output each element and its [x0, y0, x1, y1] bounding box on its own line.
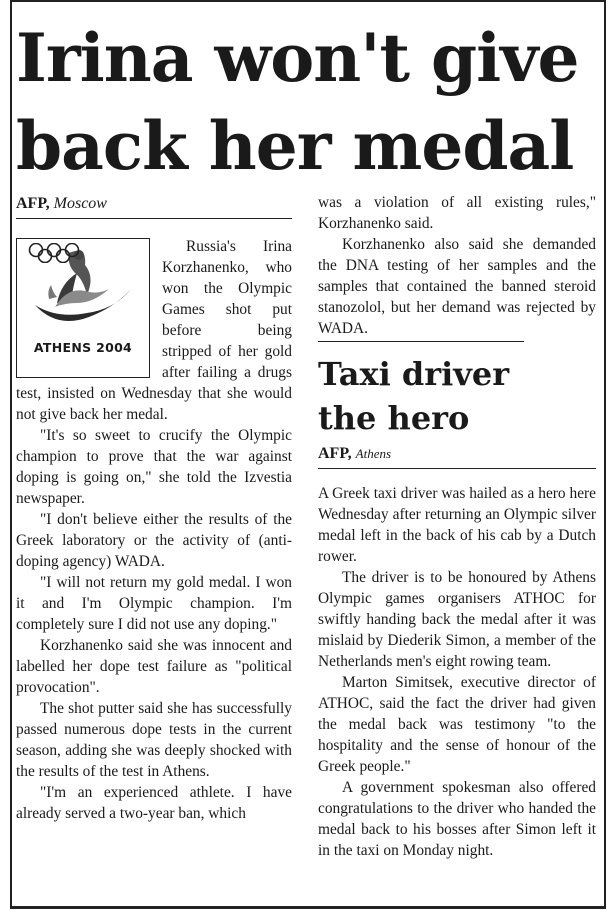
byline-agency: AFP, — [318, 445, 352, 462]
story2-paragraph: Marton Simitsek, executive director of ATHOC, said the fact the driver had given the medal back was testimony "to the hospitality and the sense of honour of the Greek people." — [318, 674, 596, 775]
page-border-top — [10, 0, 606, 2]
headline-line-1: Irina won't give — [16, 19, 579, 97]
story1-column-2 — [318, 192, 596, 339]
story1-paragraph: Korzhanenko said she was innocent and labelled her dope test failure as "political provocation". — [16, 637, 292, 696]
story1-paragraph: Korzhanenko also said she demanded the DNA testing of her samples and the samples that contained the banned steroid stanozolol, but her demand was rejected by WADA. — [318, 236, 596, 337]
byline-rule — [318, 468, 596, 469]
page-border-left — [10, 0, 12, 908]
byline-moscow — [16, 194, 107, 214]
story2-paragraph: The driver is to be honoured by Athens Olympic games organisers ATHOC for swiftly handing back the medal after it was mislaid by Diederik Simon, a member of the Netherlands men's eight rowing team. — [318, 569, 596, 670]
story2-headline-line-1: Taxi driver — [318, 355, 510, 393]
headline-line-2: back her medal — [16, 107, 574, 185]
story2-headline-line-2: the hero — [318, 399, 470, 437]
logo-caption: ATHENS 2004 — [33, 340, 133, 355]
story1-paragraph: Russia's Irina Korzhanenko, who won the Olympic Games shot put before being stripped of her gold after failing a drugs test, insisted on Wednesday that she would not give back her medal. — [16, 238, 292, 423]
byline-rule — [16, 218, 292, 219]
story1-paragraph: The shot putter said she has successfully passed numerous dope tests in the current season, adding she was deeply shocked with the results of the test in Athens. — [16, 700, 292, 780]
story1-paragraph: "I don't believe either the results of the Greek laboratory or the activity of (anti-doping agency) WADA. — [16, 511, 292, 570]
story1-column-1 — [16, 236, 292, 824]
byline-athens — [318, 444, 391, 464]
olympic-rings-icon — [27, 243, 81, 263]
byline-location: Moscow — [53, 195, 107, 212]
story2-paragraph: A government spokesman also offered congratulations to the driver who handed the medal back to his bosses after Simon left it in the taxi on Monday night. — [318, 779, 596, 859]
story2-headline — [318, 352, 598, 440]
byline-agency: AFP, — [16, 195, 50, 212]
story1-paragraph: "I will not return my gold medal. I won it and I'm Olympic champion. I'm completely sure I did not use any doping." — [16, 574, 292, 633]
headline — [16, 14, 606, 190]
story2-paragraph: A Greek taxi driver was hailed as a hero here Wednesday after returning an Olympic silver medal left in the back of his cab by a Dutch rower. — [318, 485, 596, 565]
story1-paragraph: was a violation of all existing rules," Korzhanenko said. — [318, 194, 596, 232]
byline-location: Athens — [355, 446, 392, 461]
story-separator-rule — [318, 341, 524, 342]
story2-body — [318, 483, 596, 861]
story1-paragraph: "It's so sweet to crucify the Olympic champion to prove that the war against doping is going on," she told the Izvestia newspaper. — [16, 427, 292, 507]
page-border-bottom — [10, 906, 606, 909]
story1-paragraph: "I'm an experienced athlete. I have already served a two-year ban, which — [16, 784, 292, 822]
athens-2004-logo — [16, 238, 150, 378]
